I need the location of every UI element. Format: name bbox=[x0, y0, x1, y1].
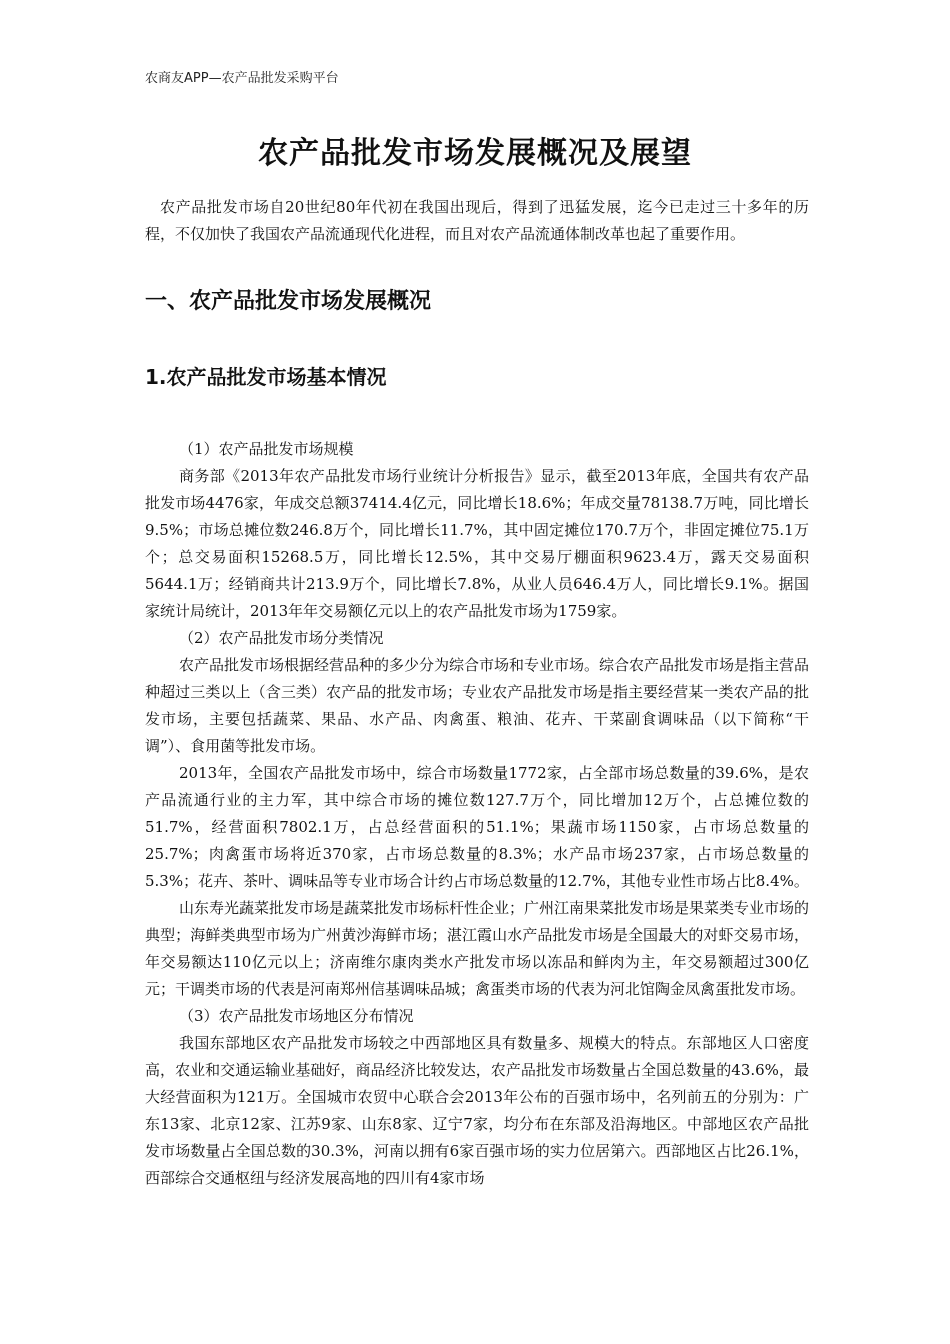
subsection-heading: 1.农产品批发市场基本情况 bbox=[145, 365, 387, 389]
paragraph-classification-2: 2013年，全国农产品批发市场中，综合市场数量1772家，占全部市场总数量的39.6%，是农产品流通行业的主力军，其中综合市场的摊位数127.7万个，同比增加12万个，占总摊位数的51.7%，经营面积7802.1万，占总经营面积的51.1%；果蔬市场1150家，占市场总数量的25.7%；肉禽蛋市场将近370家，占市场总数量的8.3%；水产品市场237家，占市场总数量的5.3%；花卉、茶叶、调味品等专业市场合计约占市场总数量的12.7%，其他专业性市场占比8.4%。 bbox=[145, 764, 809, 890]
document-body bbox=[145, 194, 809, 1192]
paragraph-distribution: 我国东部地区农产品批发市场较之中西部地区具有数量多、规模大的特点。东部地区人口密度高，农业和交通运输业基础好，商品经济比较发达，农产品批发市场数量占全国总数量的43.6%，最大经营面积为121万。全国城市农贸中心联合会2013年公布的百强市场中，名列前五的分别为：广东13家、北京12家、江苏9家、山东8家、辽宁7家，均分布在东部及沿海地区。中部地区农产品批发市场数量占全国总数的30.3%，河南以拥有6家百强市场的实力位居第六。西部地区占比26.1%，西部综合交通枢纽与经济发展高地的四川有4家市场 bbox=[145, 1034, 809, 1187]
part-title-distribution: （3）农产品批发市场地区分布情况 bbox=[179, 1007, 414, 1025]
part-title-scale: （1）农产品批发市场规模 bbox=[179, 440, 354, 458]
page-header: 农商友APP—农产品批发采购平台 bbox=[145, 71, 339, 86]
paragraph-classification-1: 农产品批发市场根据经营品种的多少分为综合市场和专业市场。综合农产品批发市场是指主营品种超过三类以上（含三类）农产品的批发市场；专业农产品批发市场是指主要经营某一类农产品的批发市场，主要包括蔬菜、果品、水产品、肉禽蛋、粮油、花卉、干菜副食调味品（以下简称“干调”）、食用菌等批发市场。 bbox=[145, 656, 810, 755]
paragraph-scale: 商务部《2013年农产品批发市场行业统计分析报告》显示，截至2013年底，全国共有农产品批发市场4476家，年成交总额37414.4亿元，同比增长18.6%；年成交量78138.7万吨，同比增长9.5%；市场总摊位数246.8万个，同比增长11.7%，其中固定摊位170.7万个，非固定摊位75.1万个；总交易面积15268.5万，同比增长12.5%，其中交易厅棚面积9623.4万，露天交易面积5644.1万；经销商共计213.9万个，同比增长7.8%，从业人员646.4万人，同比增长9.1%。据国家统计局统计，2013年年交易额亿元以上的农产品批发市场为1759家。 bbox=[145, 467, 809, 620]
part-title-classification: （2）农产品批发市场分类情况 bbox=[179, 629, 384, 647]
paragraph-classification-3: 山东寿光蔬菜批发市场是蔬菜批发市场标杆性企业；广州江南果菜批发市场是果菜类专业市场的典型；海鲜类典型市场为广州黄沙海鲜市场；湛江霞山水产品批发市场是全国最大的对虾交易市场，年交易额达110亿元以上；济南维尔康肉类水产批发市场以冻品和鲜肉为主，年交易额超过300亿元；干调类市场的代表是河南郑州信基调味品城；禽蛋类市场的代表为河北馆陶金凤禽蛋批发市场。 bbox=[145, 899, 810, 998]
intro-paragraph: 农产品批发市场自20世纪80年代初在我国出现后，得到了迅猛发展，迄今已走过三十多年的历程，不仅加快了我国农产品流通现代化进程，而且对农产品流通体制改革也起了重要作用。 bbox=[145, 198, 809, 243]
document-title: 农产品批发市场发展概况及展望 bbox=[258, 136, 692, 171]
section-heading: 一、农产品批发市场发展概况 bbox=[145, 289, 432, 314]
